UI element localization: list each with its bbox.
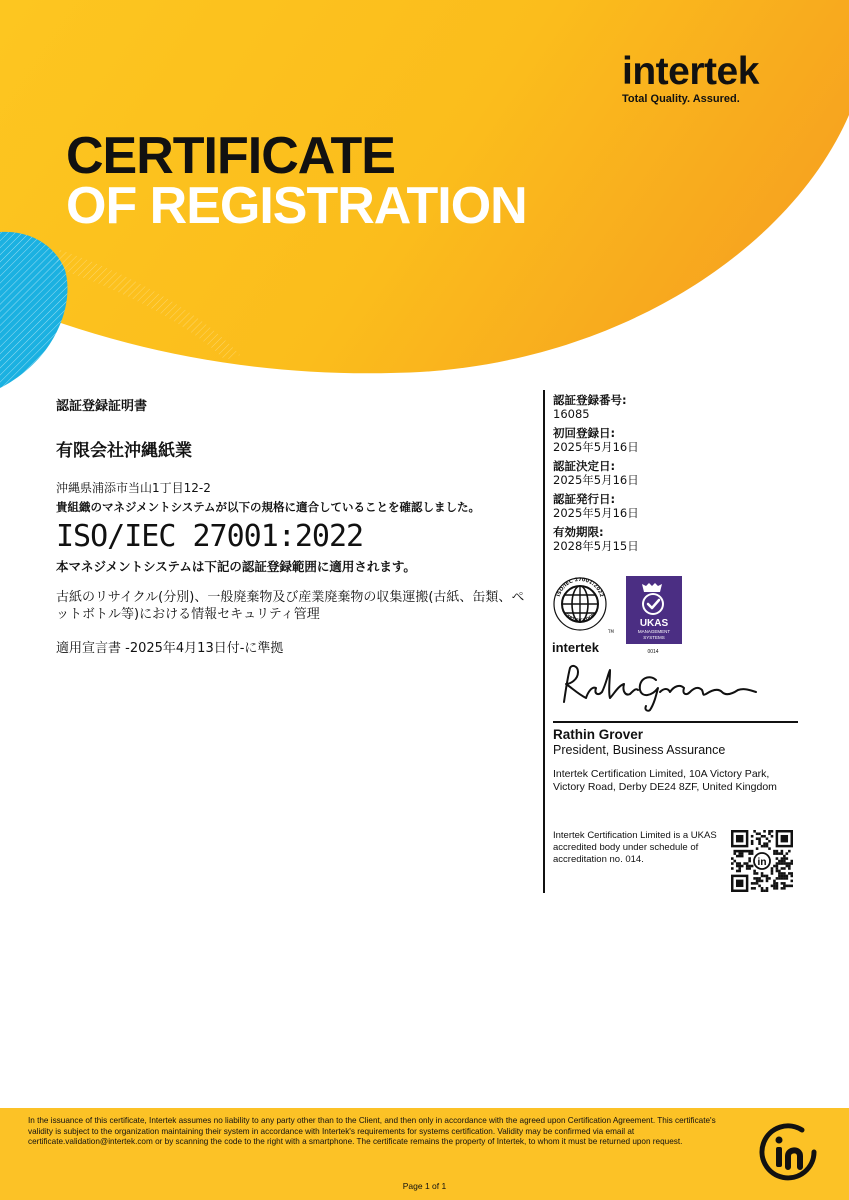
detail-expiry-date [553,525,803,553]
page-indicator: Page 1 of 1 [402,1181,447,1191]
ukas-text: UKAS [639,618,669,629]
statement-text: 適用宣言書 -2025年4月13日付-に準拠 [56,641,284,656]
detail-issue-date [553,492,803,520]
applies-text: 本マネジメントシステムは下記の認証登録範囲に適用されます。 [56,559,416,574]
confirmation-text: 貴組織のマネジメントシステムが以下の規格に適合していることを確認しました。 [56,500,481,514]
company-address: 沖縄県浦添市当山1丁目12-2 [56,481,211,495]
brand-logo [622,52,759,105]
certificate-body [56,395,526,656]
signatory-name: Rathin Grover [553,727,644,742]
ukas-logo [626,576,682,655]
intertek-in-logo-icon [752,1116,824,1188]
ukas-sub-1: MANAGEMENT [637,629,671,634]
detail-value: 2025年5月16日 [553,440,639,454]
certification-marks [552,574,692,660]
iso-brand-text: intertek [552,640,599,655]
title-line-1: CERTIFICATE [66,127,395,185]
certificate-type-label: 認証登録証明書 [56,399,148,414]
brand-name: intertek [622,50,759,93]
detail-label: 初回登録日: [553,426,616,440]
standard-name: ISO/IEC 27001:2022 [56,519,364,554]
detail-label: 認証発行日: [553,492,616,506]
scope-text: 古紙のリサイクル(分別)、一般廃棄物及び産業廃棄物の収集運搬(古紙、缶類、ペットボトル等)における情報セキュリティ管理 [56,590,525,622]
detail-initial-registration [553,426,803,454]
signatory-title: President, Business Assurance [553,743,726,757]
accreditation-text: Intertek Certification Limited is a UKAS accredited body under schedule of accreditation no. 014. [553,830,717,865]
footer-band [0,1108,849,1200]
company-name: 有限会社沖縄紙業 [56,441,192,461]
qr-center-mark: in [757,857,767,868]
detail-value: 2025年5月16日 [553,473,639,487]
ukas-sub-2: SYSTEMS [643,635,665,640]
signature-image [552,658,772,714]
detail-value: 16085 [553,407,590,421]
detail-label: 有効期限: [553,525,604,539]
ukas-number: 0014 [647,649,659,655]
detail-label: 認証決定日: [553,459,616,473]
footer-disclaimer: In the issuance of this certificate, Intertek assumes no liability to any party other than to the Client, and then only in accordance with the agreed upon Certification Agreement. This certificate's validity is subject to the organization maintaining their system in accordance with Intertek's requirements for systems certification. Validity may be confirmed via email at certificate.validation@intertek.com or by scanning the code to the right with a smartphone. The certificate remains the property of Intertek, to whom it must be returned upon request. [28,1116,716,1146]
detail-value: 2028年5月15日 [553,539,639,553]
detail-registration-number [553,393,803,421]
iso-certification-icon [552,577,614,655]
issuer-address: Intertek Certification Limited, 10A Victory Park, Victory Road, Derby DE24 8ZF, United Kingdom [553,768,777,793]
vertical-divider [543,390,545,893]
details-panel [553,393,803,558]
signature-line [553,721,798,723]
brand-tagline: Total Quality. Assured. [622,93,740,105]
detail-decision-date [553,459,803,487]
title-line-2: OF REGISTRATION [66,177,527,235]
qr-code-icon[interactable] [731,830,793,892]
iso-ring-text: ISO/IEC 27001:2022 [555,576,605,598]
detail-label: 認証登録番号: [553,393,627,407]
detail-value: 2025年5月16日 [553,506,639,520]
iso-tm: TM [608,629,614,634]
iso-cert-text: CERTIFICATION [563,611,597,623]
signatory-block [553,727,725,757]
